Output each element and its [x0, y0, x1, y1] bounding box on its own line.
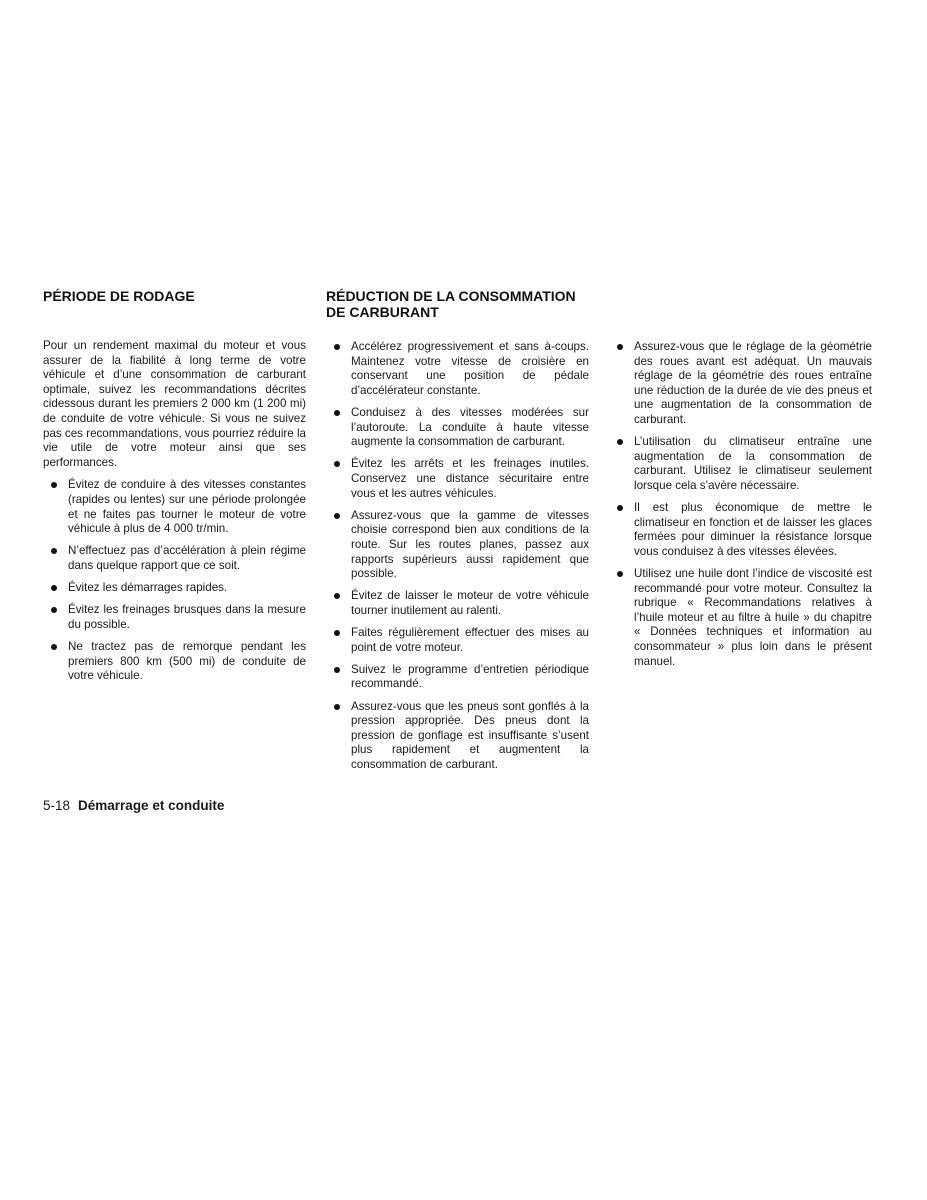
- bullet-icon: [334, 704, 340, 710]
- bullet-icon: [617, 571, 623, 577]
- list-item: Accélérez progressivement et sans à-coups. Maintenez votre vitesse de croisière en conservant une position de pédale d’accélérateur constante.: [326, 340, 589, 398]
- list-item: Assurez-vous que les pneus sont gonflés à la pression appropriée. Des pneus dont la pression de gonflage est insuffisante s’usent plus rapidement et augmentent la consommation de carburant.: [326, 700, 589, 773]
- list-item: Il est plus économique de mettre le climatiseur en fonction et de laisser les glaces fermées pour diminuer la résistance lorsque vous conduisez à des vitesses élevées.: [609, 501, 872, 559]
- list-item: Évitez les démarrages rapides.: [43, 581, 306, 596]
- column-fuel-economy-continued: [609, 340, 872, 677]
- bullet-icon: [334, 667, 340, 673]
- list-item: L’utilisation du climatiseur entraîne une augmentation de la consommation de carburant. Utilisez le climatiseur seulement lorsque cela s’avère nécessaire.: [609, 435, 872, 493]
- bullet-icon: [51, 644, 57, 650]
- bullet-icon: [51, 548, 57, 554]
- bullet-icon: [51, 482, 57, 488]
- bullet-icon: [334, 410, 340, 416]
- column-break-in-period: [43, 288, 306, 691]
- chapter-title: Démarrage et conduite: [78, 798, 225, 813]
- list-item: Faites régulièrement effectuer des mises au point de votre moteur.: [326, 626, 589, 655]
- list-item: Conduisez à des vitesses modérées sur l’autoroute. La conduite à haute vitesse augmente la consommation de carburant.: [326, 406, 589, 450]
- intro-paragraph: Pour un rendement maximal du moteur et vous assurer de la fiabilité à long terme de votre véhicule et d’une consommation de carburant optimale, suivez les recommandations décrites cidessous durant les premiers 2 000 km (1 200 mi) de conduite de votre véhicule. Si vous ne suivez pas ces recommandations, vous pourriez réduire la vie utile de votre moteur ainsi que ses performances.: [43, 339, 306, 469]
- list-item: Ne tractez pas de remorque pendant les premiers 800 km (500 mi) de conduite de votre véhicule.: [43, 640, 306, 684]
- bullet-icon: [334, 593, 340, 599]
- list-item: Assurez-vous que la gamme de vitesses choisie correspond bien aux conditions de la route. Sur les routes planes, passez aux rapports supérieurs aussi rapidement que possible.: [326, 509, 589, 582]
- bullet-icon: [617, 505, 623, 511]
- list-item: N’effectuez pas d’accélération à plein régime dans quelque rapport que ce soit.: [43, 544, 306, 573]
- break-in-bullet-list: [43, 478, 306, 684]
- bullet-icon: [617, 344, 623, 350]
- page-footer: [43, 797, 224, 815]
- list-item: Suivez le programme d’entretien périodique recommandé.: [326, 663, 589, 692]
- page-number: 5-18: [43, 798, 71, 813]
- section-heading-break-in: PÉRIODE DE RODAGE: [43, 288, 195, 304]
- list-item: Évitez les freinages brusques dans la mesure du possible.: [43, 603, 306, 632]
- bullet-icon: [334, 513, 340, 519]
- section-heading-fuel-economy: RÉDUCTION DE LA CONSOMMATION DE CARBURANT: [326, 288, 576, 320]
- fuel-economy-bullet-list: [326, 340, 589, 773]
- fuel-economy-bullet-list-continued: [609, 340, 872, 669]
- bullet-icon: [334, 344, 340, 350]
- list-item: Évitez de conduire à des vitesses constantes (rapides ou lentes) sur une période prolongée et ne faites pas tourner le moteur de votre véhicule à plus de 4 000 tr/min.: [43, 478, 306, 536]
- list-item: Évitez de laisser le moteur de votre véhicule tourner inutilement au ralenti.: [326, 589, 589, 618]
- bullet-icon: [51, 585, 57, 591]
- column-fuel-economy: [326, 288, 589, 780]
- bullet-icon: [51, 607, 57, 613]
- list-item: Évitez les arrêts et les freinages inutiles. Conservez une distance sécuritaire entre vous et les autres véhicules.: [326, 457, 589, 501]
- bullet-icon: [334, 461, 340, 467]
- bullet-icon: [617, 439, 623, 445]
- bullet-icon: [334, 630, 340, 636]
- list-item: Utilisez une huile dont l’indice de viscosité est recommandé pour votre moteur. Consultez la rubrique « Recommandations relatives à l’huile moteur et au filtre à huile » du chapitre « Données techniques et information au consommateur » plus loin dans le présent manuel.: [609, 567, 872, 669]
- list-item: Assurez-vous que le réglage de la géométrie des roues avant est adéquat. Un mauvais réglage de la géométrie des roues entraîne une réduction de la durée de vie des pneus et une augmentation de la consommation de carburant.: [609, 340, 872, 428]
